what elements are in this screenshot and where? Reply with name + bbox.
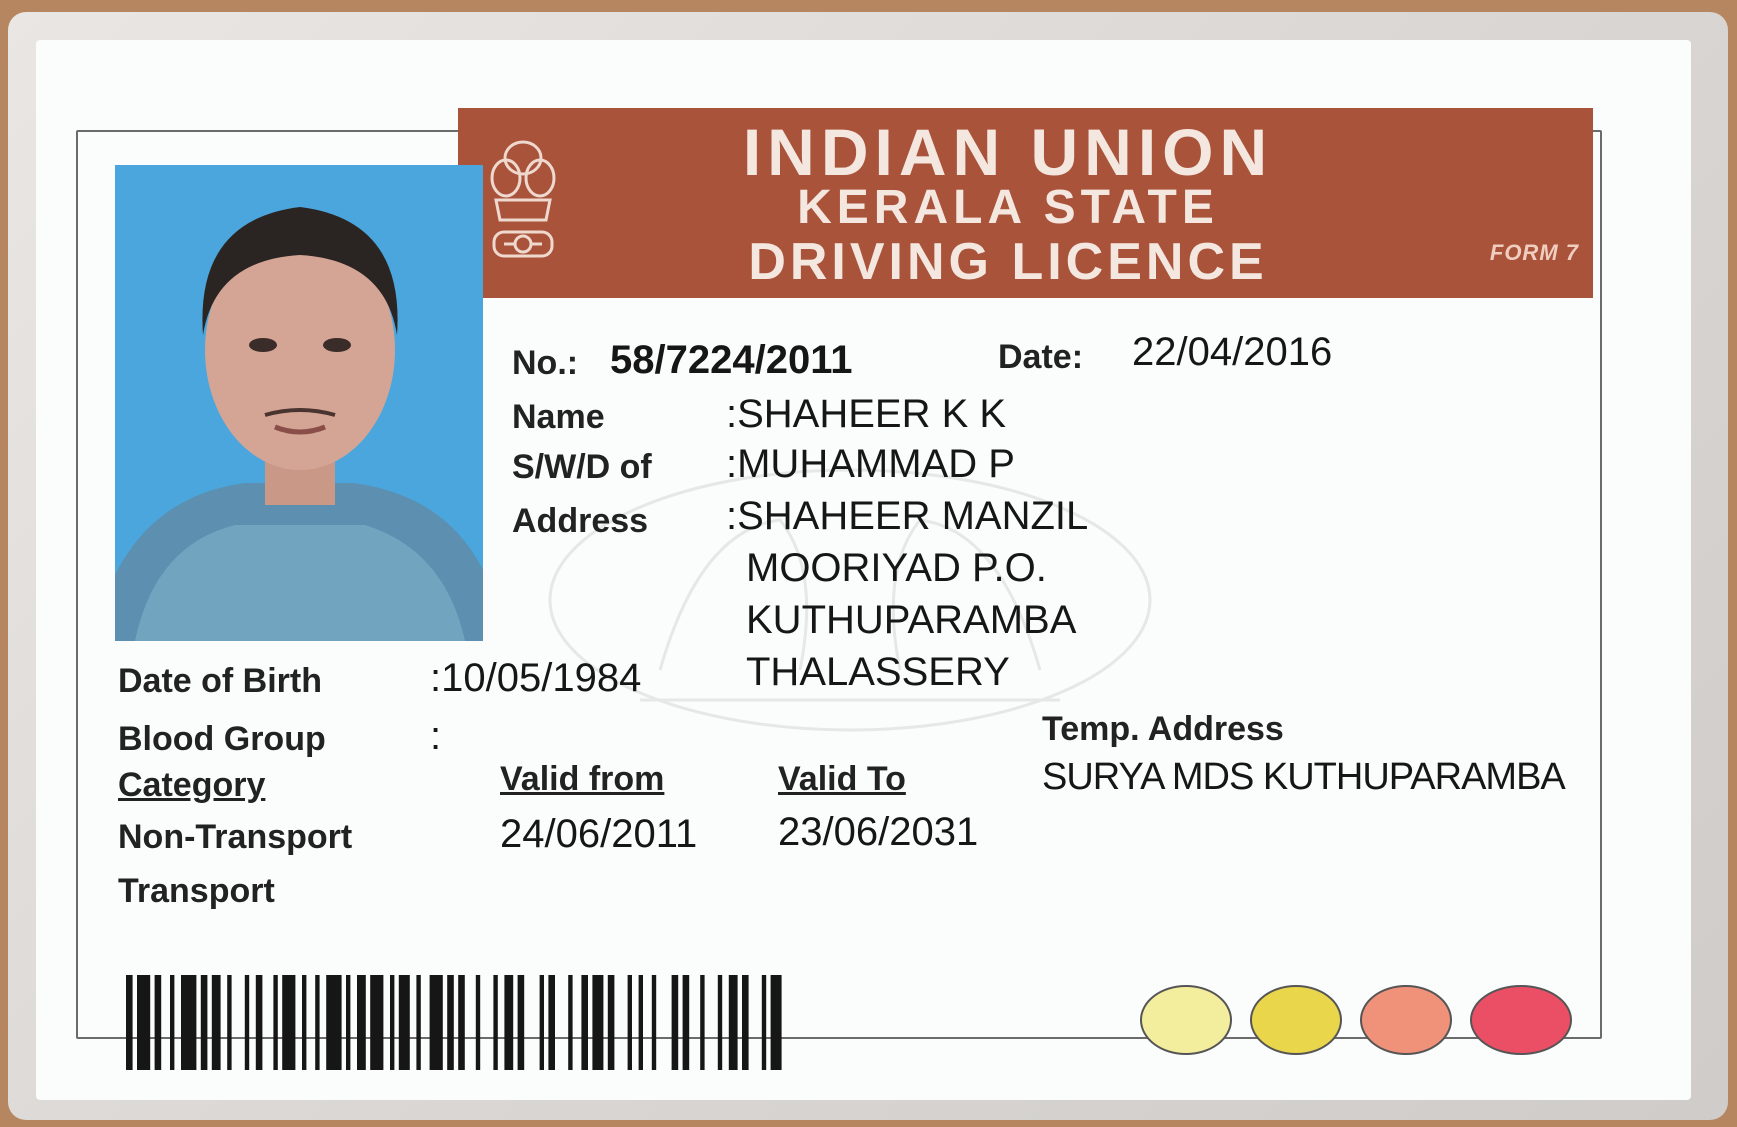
header-indian-union: INDIAN UNION [742,115,1274,189]
holder-photo [115,165,483,641]
barcode-bar [170,975,174,1070]
barcode-bar [504,975,513,1070]
relation-label: S/W/D of [512,448,652,486]
temp-address-label: Temp. Address [1042,710,1284,748]
barcode-bar [718,975,722,1070]
barcode-bar [742,975,749,1070]
valid-to-label: Valid To [778,760,906,798]
valid-from-label: Valid from [500,760,665,798]
issue-date-value: 22/04/2016 [1132,330,1333,374]
barcode-bar [652,975,656,1070]
barcode-bar [762,975,766,1070]
barcode-bar [592,975,603,1070]
colour-dot-salmon [1360,985,1452,1055]
barcode-bar [315,975,319,1070]
colour-dot-red [1470,985,1572,1055]
barcode-bar [245,975,249,1070]
valid-to-value: 23/06/2031 [778,810,979,854]
barcode-bar [639,975,643,1070]
barcode-bar [346,975,350,1070]
barcode-bar [390,975,394,1070]
licence-no-value: 58/7224/2011 [610,338,853,382]
barcode-bar [581,975,588,1070]
dob-label: Date of Birth [118,662,322,700]
barcode-bar [326,975,341,1070]
category-label: Category [118,766,266,804]
licence-no-label: No.: [512,344,579,382]
barcode-bar [273,975,277,1070]
barcode-bar [608,975,615,1070]
barcode-bar [683,975,690,1070]
barcode-bar [357,975,366,1070]
barcode-bar [399,975,410,1070]
barcode-bar [430,975,443,1070]
barcode-bar [155,975,162,1070]
barcode-bar [370,975,383,1070]
valid-from-value: 24/06/2011 [500,812,698,856]
header-kerala-state: KERALA STATE [797,181,1219,234]
barcode-bar [628,975,632,1070]
address-label: Address [512,502,649,540]
barcode-bar [212,975,221,1070]
barcode-bar [282,975,295,1070]
barcode-bar [126,975,133,1070]
barcode-bar [548,975,555,1070]
barcode-bar [416,975,420,1070]
relation-value: :MUHAMMAD P [726,442,1015,486]
barcode-bar [700,975,704,1070]
non-transport-label: Non-Transport [118,818,353,856]
barcode-bar [201,975,208,1070]
colour-dot-yellow-light [1140,985,1232,1055]
address-line-4: THALASSERY [746,650,1010,694]
barcode-bar [540,975,544,1070]
transport-label: Transport [118,872,275,910]
barcode-bar [302,975,306,1070]
barcode-bar [227,975,231,1070]
barcode-bar [568,975,572,1070]
barcode-bar [518,975,525,1070]
dob-value: :10/05/1984 [430,656,642,700]
issue-date-label: Date: [998,338,1084,376]
barcode-bar [771,975,782,1070]
address-line-2: MOORIYAD P.O. [746,546,1047,590]
barcode-bar [729,975,738,1070]
barcode-bar [672,975,679,1070]
temp-address-value: SURYA MDS KUTHUPARAMBA [1042,756,1565,798]
barcode-bar [493,975,497,1070]
name-label: Name [512,398,605,436]
form-number: FORM 7 [1489,240,1579,265]
name-value: :SHAHEER K K [726,392,1007,436]
address-line-3: KUTHUPARAMBA [746,598,1077,642]
colour-dot-yellow [1250,985,1342,1055]
address-line-1: :SHAHEER MANZIL [726,494,1089,538]
national-emblem-icon [486,128,560,278]
barcode-bar [256,975,263,1070]
barcode-bar [137,975,150,1070]
header-driving-licence: DRIVING LICENCE [748,233,1268,291]
barcode-bar [181,975,196,1070]
barcode-bar [476,975,480,1070]
blood-group-label: Blood Group [118,720,326,758]
licence-header [458,108,1593,298]
barcode-bar [458,975,465,1070]
barcode [126,975,1120,1070]
barcode-bar [447,975,454,1070]
blood-group-value: : [430,714,442,758]
